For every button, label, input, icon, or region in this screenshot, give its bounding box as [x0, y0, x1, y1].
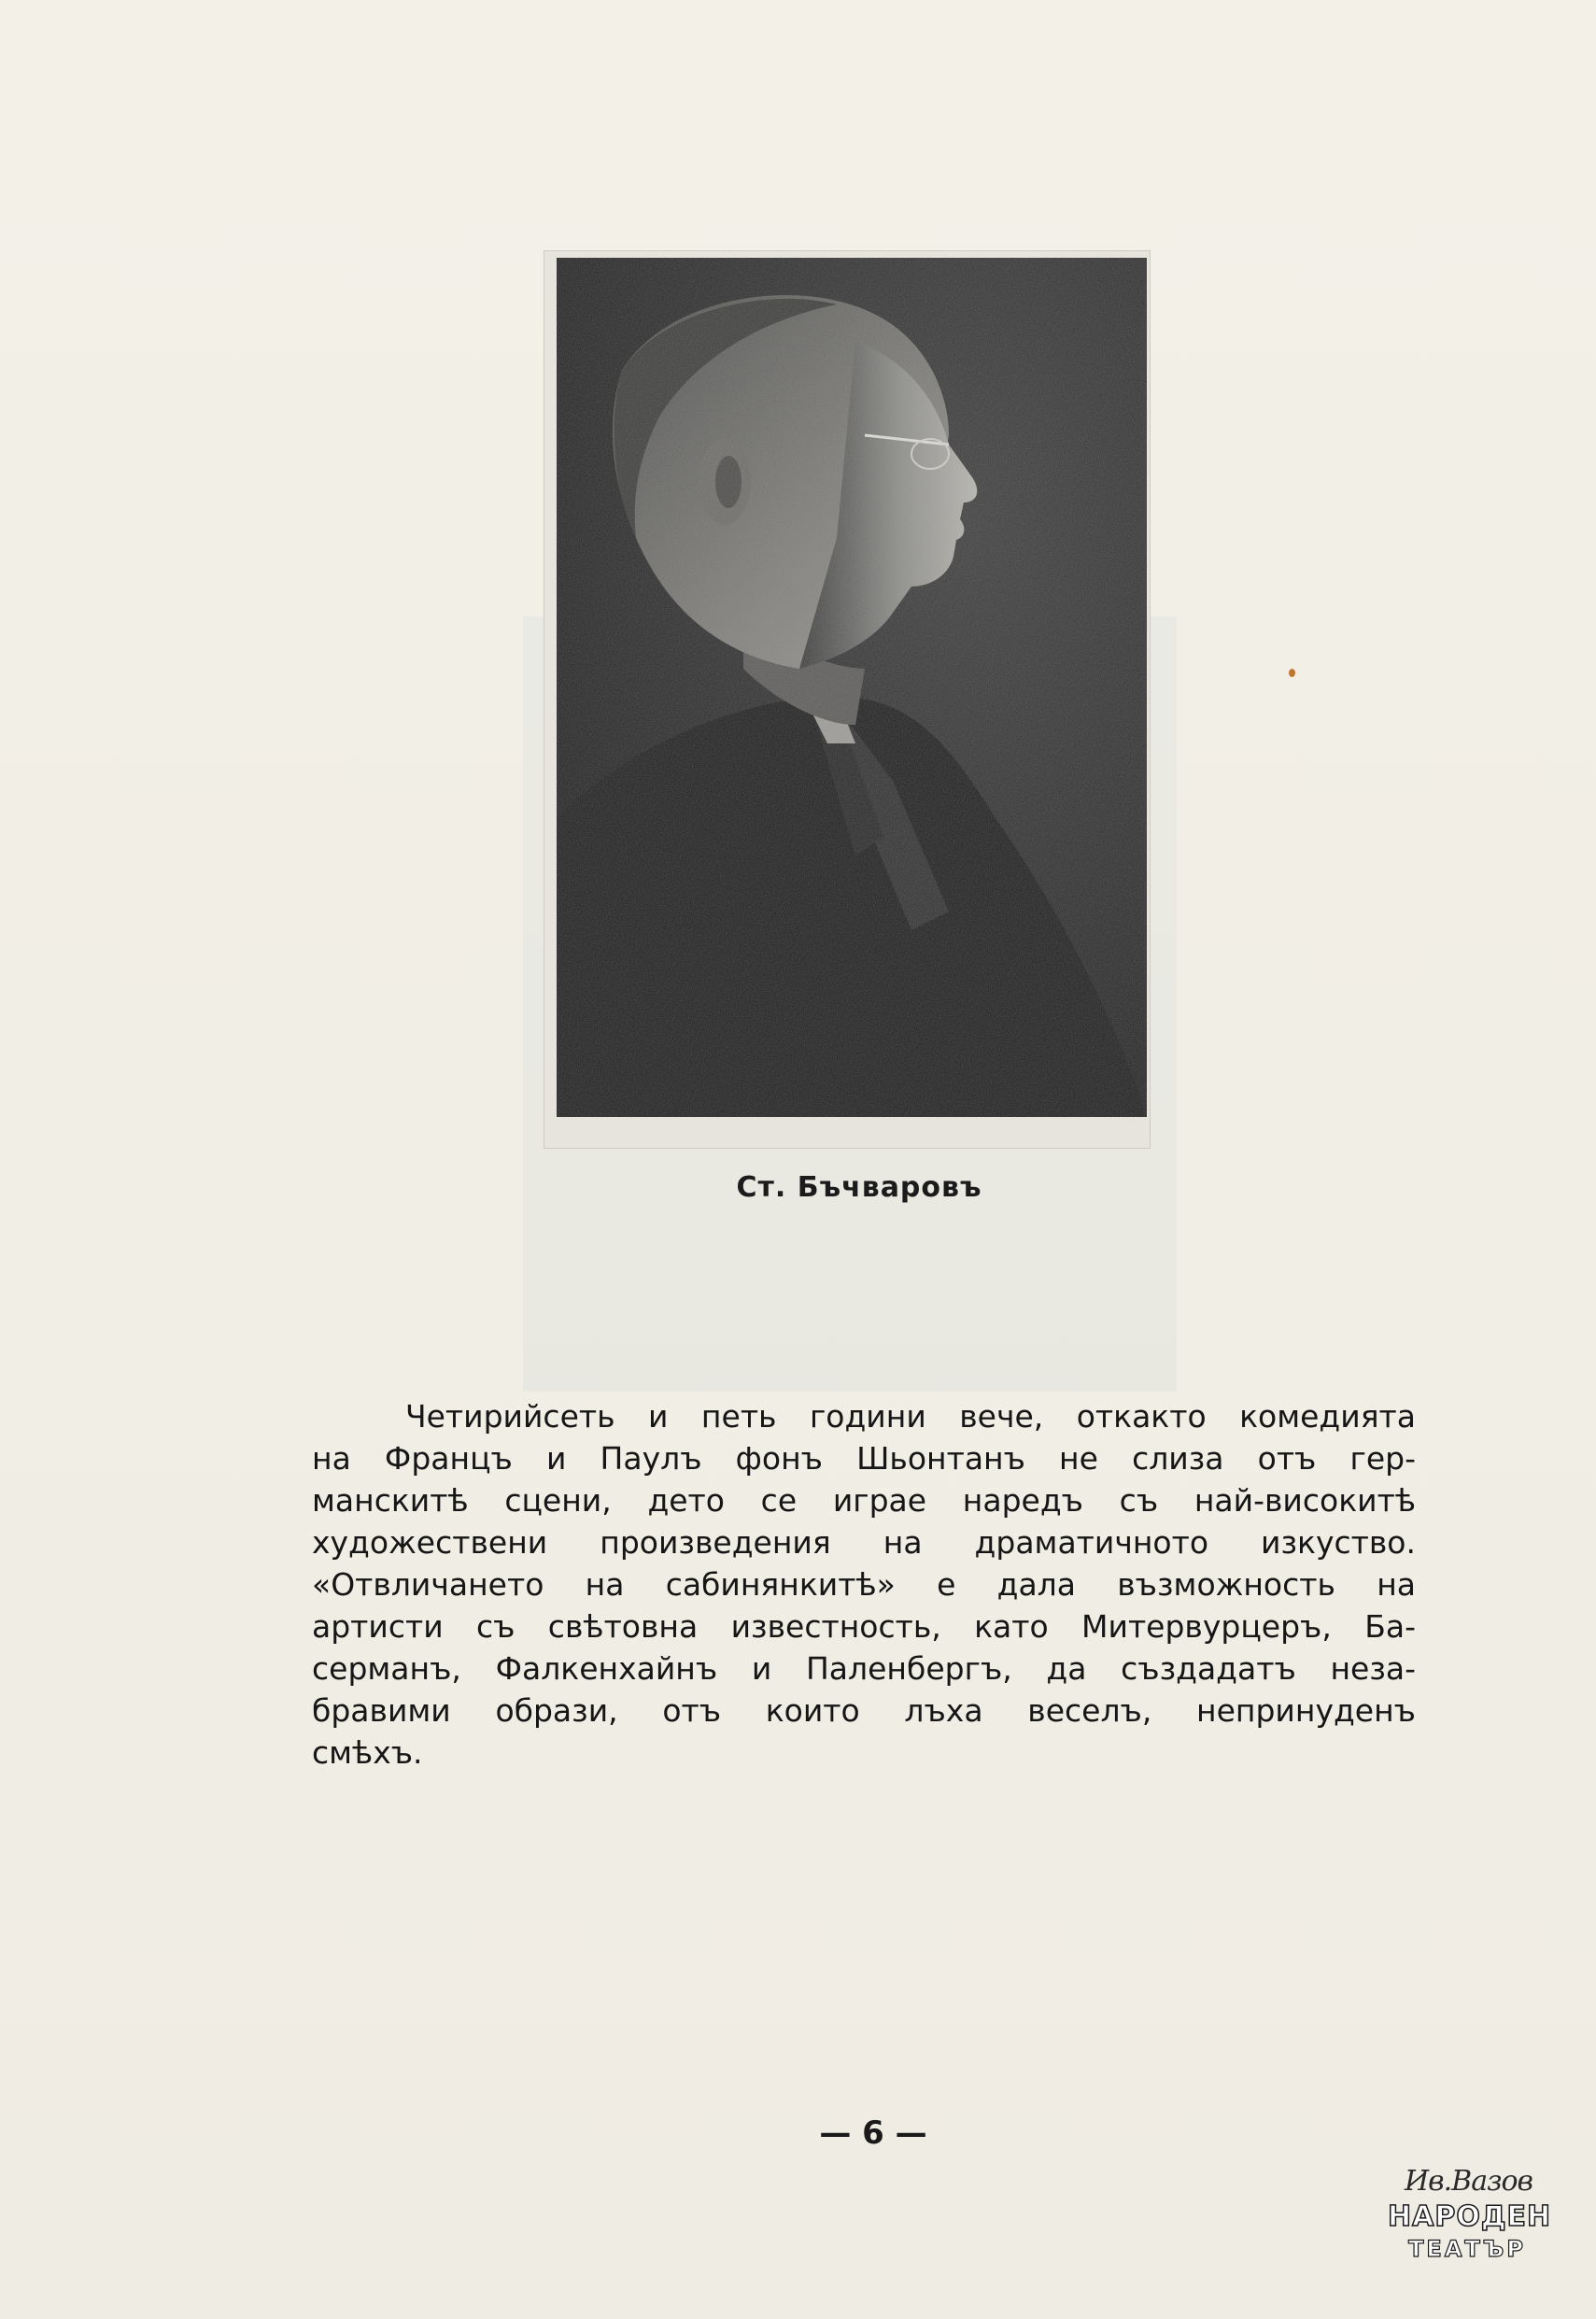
text-line: смѣхъ.: [312, 1734, 423, 1771]
theatre-logo: [1388, 2165, 1552, 2277]
logo-line-2: ТЕАТЪР: [1408, 2236, 1526, 2262]
text-line: манскитѣ сцени, дето се играе наредъ съ най-високитѣ: [312, 1482, 1416, 1519]
portrait-photo: [557, 258, 1147, 1117]
body-paragraph: [312, 1395, 1416, 1774]
logo-line-1: НАРОДЕН: [1388, 2200, 1552, 2233]
text-line: серманъ, Фалкенхайнъ и Паленбергъ, да създадатъ неза-: [312, 1650, 1416, 1687]
text-line: бравими образи, отъ които лъха веселъ, непринуденъ: [312, 1692, 1416, 1729]
portrait-image: [557, 258, 1147, 1117]
paper-speck: [1289, 669, 1295, 677]
text-line: на Францъ и Паулъ фонъ Шьонтанъ не слиза отъ гер-: [312, 1440, 1416, 1477]
text-line: «Отвличането на сабинянкитѣ» е дала възможность на: [312, 1566, 1416, 1603]
text-line: художествени произведения на драматичното изкуство.: [312, 1524, 1416, 1561]
logo-signature: Ив.Вазов: [1405, 2165, 1532, 2198]
portrait-caption: Ст. Бъчваровъ: [736, 1171, 982, 1204]
text-line: артисти съ свѣтовна известность, като Митервурцеръ, Ба-: [312, 1608, 1416, 1645]
text-line: Четирийсеть и петь години вече, откакто комедията: [405, 1398, 1416, 1435]
page-number: — 6 —: [819, 2114, 927, 2152]
